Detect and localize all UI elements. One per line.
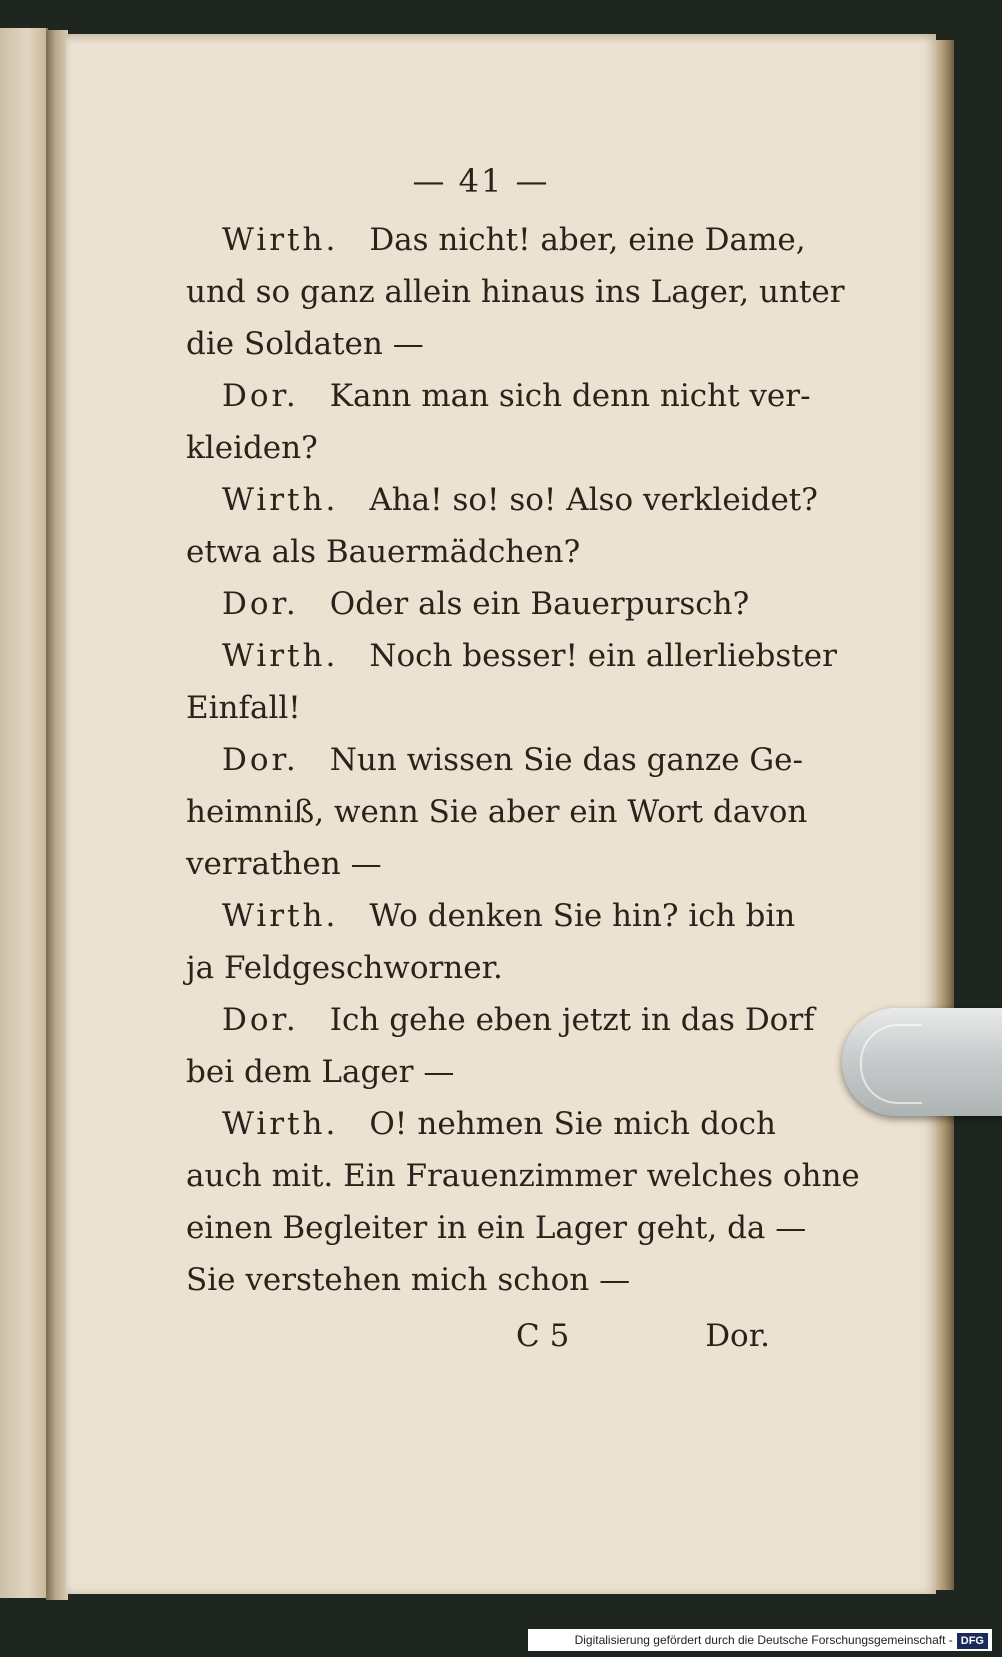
line-text: Einfall! [186, 690, 301, 726]
text-line [186, 838, 776, 890]
page-text [186, 160, 860, 1362]
speaker-name: Dor. [222, 1002, 299, 1038]
line-text: Oder als ein Bauerpursch? [329, 586, 750, 622]
line-text: Nun wissen Sie das ganze Ge- [329, 742, 803, 778]
text-line [186, 1098, 776, 1150]
text-line [186, 370, 811, 422]
text-line [186, 578, 776, 630]
line-text: O! nehmen Sie mich doch [369, 1106, 776, 1142]
catchword: Dor. [705, 1318, 770, 1354]
text-line [186, 526, 776, 578]
speaker-name: Dor. [222, 586, 299, 622]
text-line [186, 942, 776, 994]
speaker-name: Dor. [222, 742, 299, 778]
line-text: Das nicht! aber, eine Dame, [369, 222, 806, 258]
text-line [186, 1202, 807, 1254]
page-number-header: — 41 — [412, 162, 550, 200]
text-line [186, 1046, 776, 1098]
line-text: Kann man sich denn nicht ver- [329, 378, 811, 414]
signature-mark: C 5 [516, 1318, 570, 1354]
line-text: ja Feldgeschworner. [186, 950, 503, 986]
text-line [186, 630, 837, 682]
text-line [186, 994, 815, 1046]
line-text: heimniß, wenn Sie aber ein Wort davon [186, 794, 808, 830]
text-line [186, 1254, 776, 1306]
line-text: etwa als Bauermädchen? [186, 534, 581, 570]
line-text: Sie verstehen mich schon — [186, 1262, 631, 1298]
dfg-logo: DFG [957, 1633, 988, 1649]
text-line [186, 214, 806, 266]
speaker-name: Wirth. [222, 898, 339, 934]
line-text: kleiden? [186, 430, 318, 466]
line-text: Aha! so! so! Also verkleidet? [369, 482, 818, 518]
page-fore-edge [936, 40, 954, 1590]
line-text: und so ganz allein hinaus ins Lager, unter [186, 274, 845, 310]
line-text: Noch besser! ein allerliebster [369, 638, 837, 674]
text-line [186, 474, 818, 526]
line-text: Ich gehe eben jetzt in das Dorf [329, 1002, 815, 1038]
text-line [186, 318, 776, 370]
text-line [186, 266, 845, 318]
text-line [186, 1150, 860, 1202]
speaker-name: Wirth. [222, 222, 339, 258]
line-text: einen Begleiter in ein Lager geht, da — [186, 1210, 807, 1246]
speaker-name: Dor. [222, 378, 299, 414]
speaker-name: Wirth. [222, 1106, 339, 1142]
page-footer-line [186, 1310, 776, 1362]
text-lines [186, 214, 860, 1306]
text-line [186, 422, 776, 474]
speaker-name: Wirth. [222, 482, 339, 518]
credit-text: Digitalisierung gefördert durch die Deutsche Forschungsgemeinschaft - [574, 1633, 953, 1647]
line-text: die Soldaten — [186, 326, 424, 362]
text-line [186, 890, 796, 942]
left-page-edge [0, 28, 48, 1598]
text-line [186, 786, 808, 838]
text-line [186, 682, 776, 734]
book-clip [842, 1008, 1002, 1116]
line-text: auch mit. Ein Frauenzimmer welches ohne [186, 1158, 860, 1194]
text-line [186, 734, 803, 786]
line-text: verrathen — [186, 846, 382, 882]
speaker-name: Wirth. [222, 638, 339, 674]
digitization-credit [528, 1629, 992, 1651]
line-text: Wo denken Sie hin? ich bin [369, 898, 796, 934]
book-gutter [46, 30, 68, 1600]
line-text: bei dem Lager — [186, 1054, 455, 1090]
